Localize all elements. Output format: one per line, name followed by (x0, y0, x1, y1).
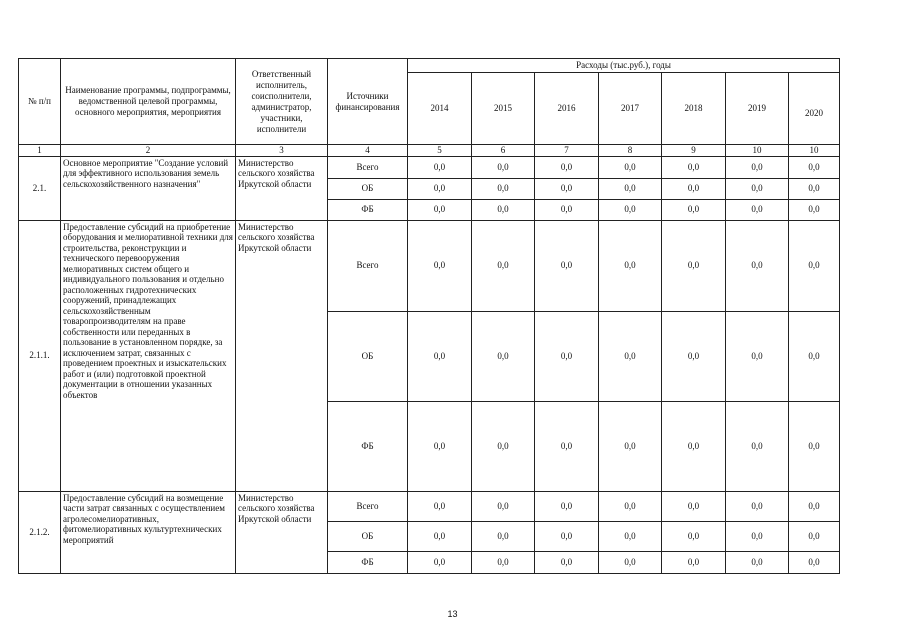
expense-value: 0,0 (408, 220, 472, 311)
expense-value: 0,0 (408, 521, 472, 551)
row-number: 2.1.1. (19, 220, 61, 491)
funding-source: ФБ (328, 551, 408, 573)
expense-value: 0,0 (662, 521, 726, 551)
table-row (19, 156, 840, 178)
expense-value: 0,0 (599, 199, 662, 220)
table-row (19, 220, 840, 311)
expense-value: 0,0 (408, 178, 472, 199)
column-number: 7 (535, 145, 599, 157)
expense-value: 0,0 (599, 156, 662, 178)
responsible-executor: Министерство сельского хозяйства Иркутской области (236, 491, 328, 573)
expense-value: 0,0 (535, 156, 599, 178)
expense-value: 0,0 (789, 311, 840, 401)
expense-value: 0,0 (726, 220, 789, 311)
expense-value: 0,0 (472, 311, 535, 401)
expense-value: 0,0 (408, 491, 472, 521)
header-name: Наименование программы, подпрограммы, ведомственной целевой программы, основного мероприятия, мероприятия (61, 59, 236, 145)
expense-value: 0,0 (662, 491, 726, 521)
expense-value: 0,0 (789, 220, 840, 311)
column-number: 2 (61, 145, 236, 157)
expense-value: 0,0 (726, 521, 789, 551)
expense-value: 0,0 (599, 551, 662, 573)
measure-name: Предоставление субсидий на приобретение оборудования и мелиоративной техники для строительства, реконструкции и технического перевооружения мелиоративных систем общего и индивидуального пользования и отдельно расположенных гидротехнических сооружений, принадлежащих сельскохозяйственным товаропроизводителям на праве собственности или переданных в пользование в установленном порядке, за исключением затрат, связанных с проведением проектных и изыскательских работ и (или) подготовкой проектной документации в отношении указанных объектов (61, 220, 236, 491)
column-number: 10 (726, 145, 789, 157)
expense-value: 0,0 (472, 178, 535, 199)
header-expenses: Расходы (тыс.руб.), годы (408, 59, 840, 73)
expense-value: 0,0 (726, 311, 789, 401)
expense-value: 0,0 (535, 521, 599, 551)
expense-value: 0,0 (535, 311, 599, 401)
expense-value: 0,0 (599, 220, 662, 311)
column-number: 8 (599, 145, 662, 157)
expense-value: 0,0 (408, 311, 472, 401)
expense-value: 0,0 (789, 156, 840, 178)
row-number: 2.1. (19, 156, 61, 220)
expense-value: 0,0 (472, 156, 535, 178)
expense-value: 0,0 (726, 491, 789, 521)
funding-source: Всего (328, 156, 408, 178)
column-number: 9 (662, 145, 726, 157)
funding-source: ОБ (328, 521, 408, 551)
expense-value: 0,0 (789, 178, 840, 199)
year-header: 2019 (726, 73, 789, 145)
header-sources: Источники финансирования (328, 59, 408, 145)
expense-value: 0,0 (535, 401, 599, 491)
page-number: 13 (447, 609, 458, 619)
expense-value: 0,0 (472, 199, 535, 220)
expense-value: 0,0 (535, 551, 599, 573)
column-number: 6 (472, 145, 535, 157)
expense-value: 0,0 (726, 178, 789, 199)
expense-value: 0,0 (599, 178, 662, 199)
header-responsible: Ответственный исполнитель, соисполнители, администратор, участники, исполнители (236, 59, 328, 145)
expense-value: 0,0 (662, 178, 726, 199)
funding-source: ФБ (328, 199, 408, 220)
expense-value: 0,0 (789, 401, 840, 491)
expense-value: 0,0 (472, 521, 535, 551)
funding-source: ОБ (328, 311, 408, 401)
expense-value: 0,0 (472, 551, 535, 573)
expense-value: 0,0 (599, 521, 662, 551)
expense-value: 0,0 (789, 521, 840, 551)
expense-value: 0,0 (662, 551, 726, 573)
expense-value: 0,0 (408, 551, 472, 573)
column-number: 1 (19, 145, 61, 157)
expense-value: 0,0 (726, 199, 789, 220)
expense-value: 0,0 (535, 178, 599, 199)
header-num: № п/п (19, 59, 61, 145)
year-header: 2015 (472, 73, 535, 145)
expense-value: 0,0 (599, 401, 662, 491)
year-header: 2014 (408, 73, 472, 145)
expense-value: 0,0 (472, 401, 535, 491)
column-numbers-row (19, 145, 840, 157)
year-header: 2016 (535, 73, 599, 145)
year-header: 2018 (662, 73, 726, 145)
funding-source: Всего (328, 220, 408, 311)
expense-value: 0,0 (535, 199, 599, 220)
expense-value: 0,0 (599, 311, 662, 401)
expense-value: 0,0 (789, 551, 840, 573)
expense-value: 0,0 (408, 156, 472, 178)
expense-value: 0,0 (599, 491, 662, 521)
measure-name: Предоставление субсидий на возмещение части затрат связанных с осуществлением агролесомелиоративных, фитомелиоративных культуртехнических мероприятий (61, 491, 236, 573)
expense-value: 0,0 (535, 220, 599, 311)
expense-value: 0,0 (662, 401, 726, 491)
expense-value: 0,0 (662, 220, 726, 311)
year-header: 2020 (789, 73, 840, 145)
row-number: 2.1.2. (19, 491, 61, 573)
expense-value: 0,0 (726, 551, 789, 573)
column-number: 3 (236, 145, 328, 157)
funding-source: ОБ (328, 178, 408, 199)
expense-value: 0,0 (789, 199, 840, 220)
expense-value: 0,0 (408, 401, 472, 491)
expense-value: 0,0 (472, 491, 535, 521)
table-row (19, 491, 840, 521)
measure-name: Основное мероприятие "Создание условий для эффективного использования земель сельскохозяйственного назначения" (61, 156, 236, 220)
expense-value: 0,0 (472, 220, 535, 311)
expense-value: 0,0 (789, 491, 840, 521)
expense-value: 0,0 (408, 199, 472, 220)
budget-table (18, 58, 840, 574)
expense-value: 0,0 (662, 311, 726, 401)
responsible-executor: Министерство сельского хозяйства Иркутской области (236, 220, 328, 491)
column-number: 5 (408, 145, 472, 157)
expense-value: 0,0 (726, 401, 789, 491)
funding-source: Всего (328, 491, 408, 521)
expense-value: 0,0 (662, 156, 726, 178)
column-number: 4 (328, 145, 408, 157)
expense-value: 0,0 (535, 491, 599, 521)
expense-value: 0,0 (662, 199, 726, 220)
year-header: 2017 (599, 73, 662, 145)
funding-source: ФБ (328, 401, 408, 491)
expense-value: 0,0 (726, 156, 789, 178)
column-number: 10 (789, 145, 840, 157)
responsible-executor: Министерство сельского хозяйства Иркутской области (236, 156, 328, 220)
